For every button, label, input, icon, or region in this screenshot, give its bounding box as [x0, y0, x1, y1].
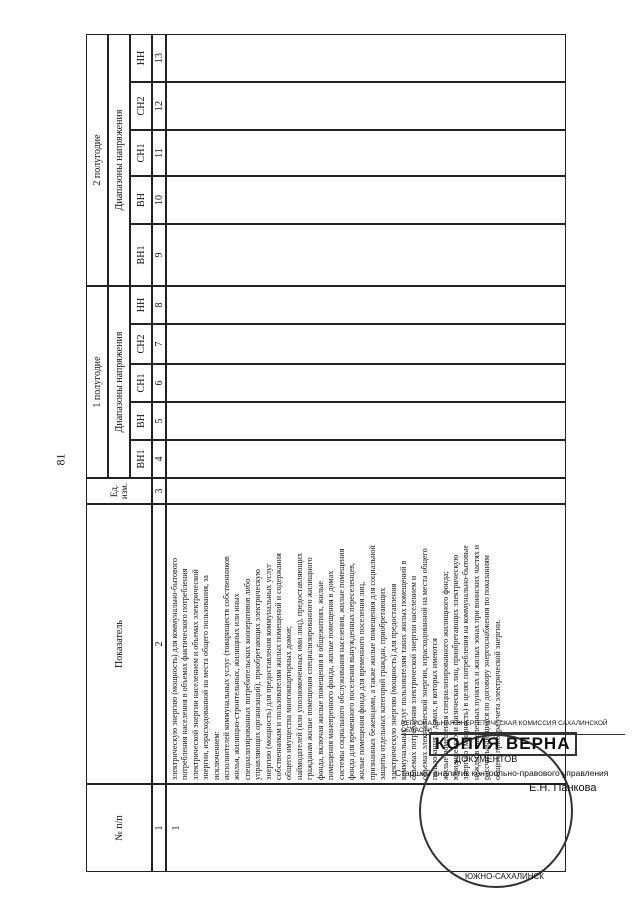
row1-c7	[166, 324, 566, 364]
lvl-sn2-a: СН2	[130, 324, 152, 364]
stamp-subtitle: ДОКУМЕНТОВ	[455, 754, 518, 764]
idx-12: 12	[152, 82, 166, 130]
row1-c5	[166, 402, 566, 440]
stamp-name: Е.Н. Панкова	[529, 782, 597, 794]
row1-c4	[166, 440, 566, 478]
row1-c11	[166, 130, 566, 176]
row1-unit	[166, 478, 566, 504]
lvl-vn1-a: ВН1	[130, 440, 152, 478]
page-number: 81	[53, 453, 68, 466]
row1-indicator-text: электрическую энергию (мощность) для коммунально-бытового потребления населения в объемах фактического потребления электрической энергии населением и объемах электрической энергии, израсходованной на места общего пользования, за исключением: исполнителей коммунальных услуг (товариществ собственников жилья, жилищно-строительных, жилищных или иных специализированных потребительских кооперативов либо управляющих организаций), приобретающих электрическую энергию (мощность) для предоставления коммунальных услуг собственникам и пользователям жилых помещений и содержания общего имущества многоквартирных домов; наймодателей (или уполномоченных ими лиц), предоставляющих гражданам жилые помещения специализированного жилищного фонда, включая жилые помещения в общежитиях, жилые помещения маневренного фонда, жилые помещения в домах системы социального обслуживания населения, жилые помещения фонда для временного поселения вынужденных переселенцев, жилые помещения фонда для временного поселения лиц, признанных беженцами, а также жилые помещения для социальной защиты отдельных категорий граждан, приобретающих электрическую энергию (мощность) для предоставления коммунальных услуг пользователям таких жилых помещений в объемах потребления электрической энергии населением и объемах электрической энергии, израсходованной на места общего пользования в домах, в которых имеются жилые помещения специализированного жилищного фонда; юридических и физических лиц, приобретающих электрическую энергию (мощность) в целях потребления на коммунально-бытовые нужды в населенных пунктах и жилых зонах при воинских частях и рассчитывающихся по договору энергоснабжения по показаниям общего прибора учета электрической энергии.	[170, 544, 502, 780]
idx-4: 4	[152, 440, 166, 478]
header-half2: 2 полугодие	[86, 34, 108, 286]
lvl-sn1-b: СН1	[130, 130, 152, 176]
header-indicator: Показатель	[86, 504, 152, 784]
header-unit: Ед. изм.	[86, 478, 152, 504]
idx-3: 3	[152, 478, 166, 504]
idx-2: 2	[152, 504, 166, 784]
row1-c13	[166, 34, 566, 82]
certification-stamp	[395, 720, 625, 880]
lvl-vn-a: ВН	[130, 402, 152, 440]
stamp-ring: ЮЖНО-САХАЛИНСК	[465, 872, 544, 881]
idx-7: 7	[152, 324, 166, 364]
idx-13: 13	[152, 34, 166, 82]
idx-11: 11	[152, 130, 166, 176]
header-ranges2: Диапазоны напряжения	[108, 34, 130, 286]
lvl-sn2-b: СН2	[130, 82, 152, 130]
row1-c8	[166, 286, 566, 324]
idx-6: 6	[152, 364, 166, 402]
idx-8: 8	[152, 286, 166, 324]
row1-c12	[166, 82, 566, 130]
lvl-nn-b: НН	[130, 34, 152, 82]
idx-9: 9	[152, 224, 166, 286]
header-num: № п/п	[86, 784, 152, 872]
idx-5: 5	[152, 402, 166, 440]
row1-c9	[166, 224, 566, 286]
stamp-title: КОПИЯ ВЕРНА	[429, 732, 577, 756]
idx-1: 1	[152, 784, 166, 872]
lvl-vn-b: ВН	[130, 176, 152, 224]
row1-c6	[166, 364, 566, 402]
header-half1: 1 полугодие	[86, 286, 108, 478]
row1-c10	[166, 176, 566, 224]
stamp-org: РЕГИОНАЛЬНАЯ ЭНЕРГЕТИЧЕСКАЯ КОМИССИЯ САХАЛИНСКОЙ ОБЛАСТИ	[401, 720, 625, 735]
lvl-sn1-a: СН1	[130, 364, 152, 402]
idx-10: 10	[152, 176, 166, 224]
stamp-position: Старший аналитик контрольно-правового управления	[395, 768, 609, 778]
lvl-vn1-b: ВН1	[130, 224, 152, 286]
row1-num: 1	[166, 784, 566, 872]
lvl-nn-a: НН	[130, 286, 152, 324]
header-ranges1: Диапазоны напряжения	[108, 286, 130, 478]
